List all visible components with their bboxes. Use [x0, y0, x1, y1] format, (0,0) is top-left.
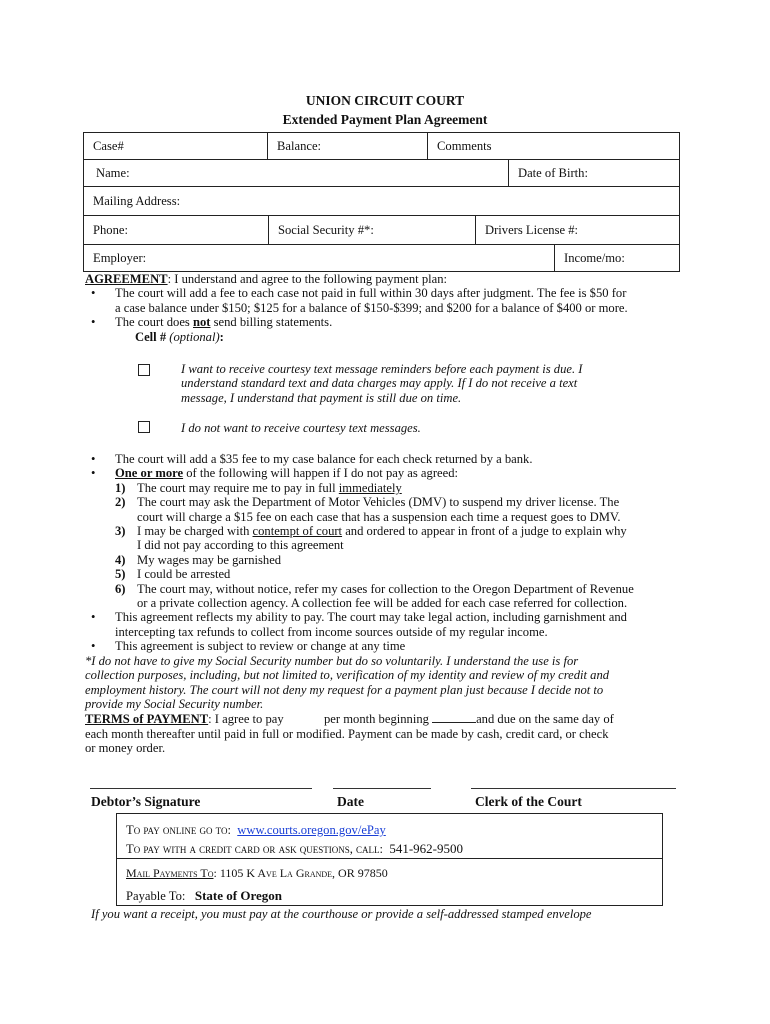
mail-address: : 1105 K Ave La Grande, OR 97850: [213, 866, 388, 880]
ssn-note-2: collection purposes, including, but not limited to, verification of my identity and review of my credit and: [85, 668, 610, 683]
start-date-blank[interactable]: [432, 712, 476, 723]
epay-link[interactable]: www.courts.oregon.gov/ePay: [237, 823, 386, 837]
case-number-field[interactable]: Case#: [84, 133, 268, 160]
name-field[interactable]: Name:: [84, 160, 509, 187]
debtor-signature-line[interactable]: [90, 788, 312, 789]
clerk-signature-line[interactable]: [471, 788, 676, 789]
online-pay-label: To pay online go to:: [126, 823, 231, 837]
info-grid-row1: [83, 132, 680, 160]
billing-bullet: [85, 315, 685, 329]
consequence-item: [85, 524, 685, 538]
mail-info-box: [116, 858, 663, 906]
item-underlined: contempt of court: [252, 524, 343, 539]
item-number: 2): [115, 495, 126, 510]
court-phone-number: 541-962-9500: [389, 841, 463, 856]
item-text: The court may, without notice, refer my cases for collection to the Oregon Department of Revenue: [137, 581, 634, 596]
one-or-more-bullet: [85, 466, 685, 480]
payable-row: [126, 888, 282, 904]
billing-post: send billing statements.: [210, 315, 333, 330]
agreement-intro: [85, 272, 685, 286]
item-text: The court may require me to pay in full: [137, 480, 339, 495]
agreement-section: [85, 272, 685, 344]
one-or-more-text: of the following will happen if I do not pay as agreed:: [183, 466, 458, 481]
ability-line-2: intercepting tax refunds to collect from income sources outside of my regular income.: [115, 624, 548, 639]
agreement-intro-text: : I understand and agree to the following payment plan:: [167, 272, 448, 286]
consequence-item: [85, 495, 685, 509]
ssn-note: [85, 654, 685, 712]
item-text: court will charge a $15 fee on each case that has a suspension each time a request goes to DMV.: [137, 509, 621, 524]
terms-of-payment: [85, 712, 685, 755]
text-opt-out-label: I do not want to receive courtesy text messages.: [181, 421, 421, 435]
balance-field[interactable]: Balance:: [268, 133, 428, 160]
item-number: 4): [115, 552, 126, 567]
consequence-item: [85, 596, 685, 610]
info-grid-row5: [83, 244, 680, 272]
review-bullet: • This agreement is subject to review or change at any time: [85, 639, 685, 653]
terms-text-3: and due on the same day of: [476, 712, 614, 727]
fee-bullet: [85, 286, 685, 315]
terms-text-2: per month beginning: [320, 712, 433, 727]
cell-label-row: [85, 330, 685, 344]
consequences-section: [85, 452, 685, 756]
form-title: Extended Payment Plan Agreement: [282, 112, 488, 127]
returned-check-bullet: • The court will add a $35 fee to my case balance for each check returned by a bank.: [85, 452, 685, 466]
ssn-note-1: *I do not have to give my Social Security number but do so voluntarily. I understand the use is for: [85, 653, 579, 668]
item-text: or a private collection agency. A collection fee will be added for each case referred for collection.: [137, 596, 628, 611]
mail-row: [126, 866, 388, 881]
one-or-more-label: One or more: [115, 466, 184, 481]
ssn-note-4: provide my Social Security number.: [85, 696, 264, 711]
cell-colon: :: [219, 329, 224, 344]
item-text: I did not pay according to this agreement: [137, 538, 344, 553]
mailing-address-field[interactable]: Mailing Address:: [84, 187, 680, 216]
mail-label: Mail Payments To: [126, 866, 214, 880]
cell-optional: (optional): [169, 329, 220, 344]
debtor-signature-label: Debtor’s Signature: [91, 794, 201, 809]
phone-pay-label: To pay with a credit card or ask questions, call:: [126, 842, 384, 856]
consequence-item: [85, 582, 685, 596]
opt-in-line-1: I want to receive courtesy text message reminders before each payment is due. I: [181, 362, 583, 376]
social-security-field[interactable]: Social Security #*:: [269, 216, 476, 245]
opt-in-line-2: understand standard text and data charges may apply. If I do not receive a text: [181, 376, 578, 391]
item-number: 5): [115, 567, 126, 582]
item-text: My wages may be garnished: [137, 552, 282, 567]
info-grid-row4: [83, 215, 680, 245]
fee-line-2: a case balance under $150; $125 for a balance of $150-$399; and $200 for a balance of $400 or more.: [115, 300, 628, 315]
clerk-label: Clerk of the Court: [475, 794, 582, 809]
consequence-item: [85, 510, 685, 524]
terms-text-1: : I agree to pay: [208, 712, 287, 727]
ssn-note-3: employment history. The court will not deny my request for a payment plan just because I decide not to: [85, 682, 604, 697]
employer-field[interactable]: Employer:: [84, 245, 555, 272]
consequence-item: [85, 481, 685, 495]
income-field[interactable]: Income/mo:: [555, 245, 680, 272]
item-underlined: immediately: [338, 480, 402, 495]
agreement-label: AGREEMENT: [85, 272, 168, 286]
text-opt-in-label: [181, 362, 661, 405]
fee-line-1: • The court will add a fee to each case not paid in full within 30 days after judgment. The fee is $50 for: [115, 286, 627, 301]
text-opt-out-checkbox[interactable]: [138, 421, 150, 433]
date-label: Date: [337, 794, 364, 809]
item-number: 6): [115, 581, 126, 596]
court-name: UNION CIRCUIT COURT: [305, 93, 465, 108]
billing-not: not: [193, 315, 211, 330]
ability-line-1: • This agreement reflects my ability to pay. The court may take legal action, including garnishment and: [115, 610, 627, 625]
info-grid-row3: [83, 186, 680, 216]
terms-line-3: or money order.: [85, 741, 166, 756]
terms-line-2: each month thereafter until paid in full or modified. Payment can be made by cash, credit card, or check: [85, 726, 609, 741]
item-text: I may be charged with: [137, 524, 253, 539]
item-number: 1): [115, 480, 126, 495]
consequence-item: [85, 567, 685, 581]
phone-field[interactable]: Phone:: [84, 216, 269, 245]
phone-pay-row: [126, 841, 463, 857]
drivers-license-field[interactable]: Drivers License #:: [476, 216, 680, 245]
date-of-birth-field[interactable]: Date of Birth:: [509, 160, 680, 187]
online-pay-row: [126, 823, 386, 838]
terms-label: TERMS of PAYMENT: [85, 712, 209, 727]
item-text-post: and ordered to appear in front of a judge to explain why: [342, 524, 627, 539]
receipt-note: If you want a receipt, you must pay at the courthouse or provide a self-addressed stamped envelope: [91, 907, 592, 921]
cell-label: Cell #: [135, 329, 170, 344]
consequence-item: [85, 553, 685, 567]
ability-bullet: [85, 610, 685, 639]
billing-pre: The court does: [115, 315, 193, 330]
payable-label: Payable To:: [126, 889, 186, 903]
opt-in-line-3: message, I understand that payment is still due on time.: [181, 390, 462, 405]
consequence-item: [85, 538, 685, 552]
item-text: The court may ask the Department of Motor Vehicles (DMV) to suspend my driver license. The: [137, 495, 620, 510]
payment-info-box: [116, 813, 663, 860]
item-number: 3): [115, 524, 126, 539]
date-line[interactable]: [333, 788, 431, 789]
text-opt-in-checkbox[interactable]: [138, 364, 150, 376]
payable-to: State of Oregon: [194, 888, 282, 903]
comments-field[interactable]: Comments: [428, 133, 680, 160]
info-grid-row2: [83, 159, 680, 187]
item-text: I could be arrested: [137, 567, 231, 582]
